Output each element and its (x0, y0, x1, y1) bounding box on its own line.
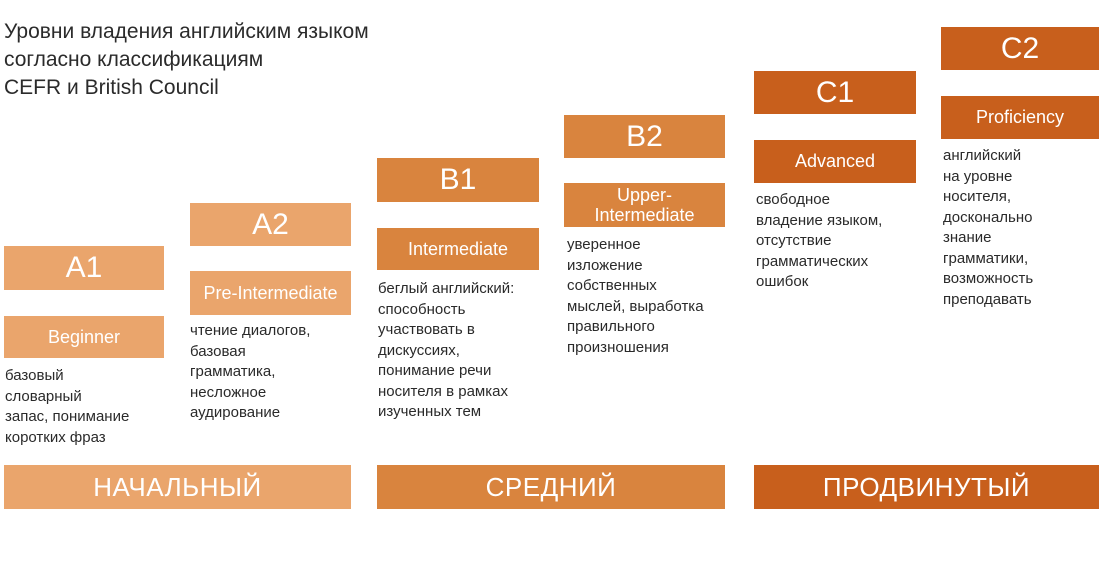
level-a2-description: чтение диалогов, базовая грамматика, несложное аудирование (190, 322, 311, 421)
level-b2-description: уверенное изложение собственных мыслей, выработка правильного произношения (567, 236, 704, 356)
level-a2-code: A2 (190, 203, 351, 246)
level-a1-code: A1 (4, 246, 164, 290)
title-line-1: Уровни владения английским языком (4, 20, 369, 43)
band-basic: НАЧАЛЬНЫЙ (4, 465, 351, 509)
level-b1-code: B1 (377, 158, 539, 202)
title-line-3: CEFR и British Council (4, 76, 219, 99)
level-c2-name: Proficiency (941, 96, 1099, 139)
level-c1-code: C1 (754, 71, 916, 114)
band-intermediate: СРЕДНИЙ (377, 465, 725, 509)
level-a1-description: базовый словарный запас, понимание коротких фраз (5, 367, 130, 446)
level-c2-description: английский на уровне носителя, досконально знание грамматики, возможность преподавать (943, 147, 1034, 308)
level-b2-name: Upper- Intermediate (564, 183, 725, 227)
level-c2-code: C2 (941, 27, 1099, 70)
level-c1-description: свободное владение языком, отсутствие грамматических ошибок (756, 191, 883, 290)
level-b1-name: Intermediate (377, 228, 539, 270)
level-c1-name: Advanced (754, 140, 916, 183)
level-b2-code: B2 (564, 115, 725, 158)
level-b1-description: беглый английский: способность участвовать в дискуссиях, понимание речи носителя в рамках изученных тем (378, 280, 515, 420)
title-line-2: согласно классификациям (4, 48, 264, 71)
diagram-title (4, 18, 444, 102)
level-a1-name: Beginner (4, 316, 164, 358)
band-advanced: ПРОДВИНУТЫЙ (754, 465, 1099, 509)
level-a2-name: Pre-Intermediate (190, 271, 351, 315)
